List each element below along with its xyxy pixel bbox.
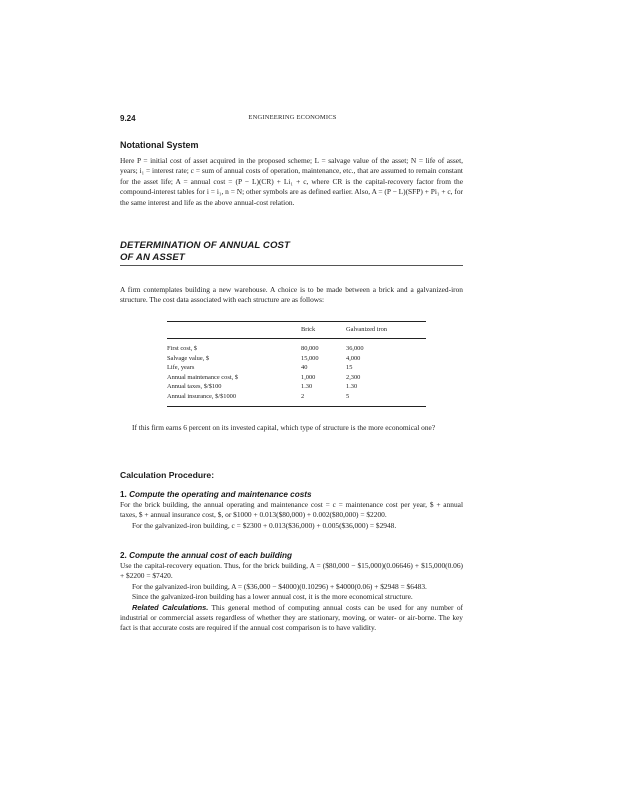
page-number: 9.24	[120, 114, 136, 123]
step2-paragraph: Use the capital-recovery equation. Thus, for the brick building, A = ($80,000 − $15,000)(0.06646) + $15,000(0.06) + $2200 = $7420.	[120, 561, 463, 581]
section-heading-line2: OF AN ASSET	[120, 252, 185, 263]
row-label: First cost, $	[167, 345, 198, 352]
step1-heading	[120, 490, 463, 499]
running-title: ENGINEERING ECONOMICS	[248, 114, 337, 121]
table-header-iron: Galvanized iron	[346, 322, 426, 339]
iron-value: 4,000	[346, 354, 361, 362]
table-row	[167, 354, 426, 364]
problem-question: If this firm earns 6 percent on its invested capital, which type of structure is the more economical one?	[132, 423, 436, 432]
brick-value: 2	[301, 392, 346, 406]
related-label: Related Calculations.	[132, 602, 209, 612]
row-label: Annual insurance, $/$1000	[167, 392, 301, 406]
step2-paragraph: Since the galvanized-iron building has a lower annual cost, it is the more economical structure.	[132, 592, 413, 602]
row-label: Salvage value, $	[167, 354, 210, 362]
section-heading-line1: DETERMINATION OF ANNUAL COST	[120, 240, 290, 251]
step1-body	[120, 500, 463, 531]
row-label: Annual maintenance cost, $	[167, 373, 238, 381]
step1-paragraph: For the brick building, the annual operating and maintenance cost = c = maintenance cost per year, $ + annual taxes, $ + annual insurance cost, $, or $1000 + 0.013($80,000) + 0.002($80,000) = $2200.	[120, 500, 463, 520]
notation-heading: Notational System	[120, 140, 199, 150]
row-label: Annual taxes, $/$100	[167, 383, 222, 391]
calculation-heading: Calculation Procedure:	[120, 470, 215, 480]
row-label: Life, years	[167, 364, 195, 372]
step2-number: 2.	[120, 551, 127, 560]
related-calculations	[120, 603, 463, 634]
brick-value: 1.30	[301, 383, 313, 391]
table-header-blank	[167, 322, 301, 339]
step1-title: Compute the operating and maintenance costs	[129, 490, 312, 499]
table-row	[167, 382, 426, 392]
iron-value: 36,000	[346, 345, 364, 352]
section-heading-annual-cost	[120, 240, 463, 264]
cost-table	[167, 321, 426, 407]
step1-paragraph: For the galvanized-iron building, c = $2300 + 0.013($36,000) + 0.005($36,000) = $2948.	[132, 520, 397, 530]
table-header-brick: Brick	[301, 322, 346, 339]
brick-value: 80,000	[301, 345, 319, 352]
brick-value: 15,000	[301, 354, 319, 362]
brick-value: 1,000	[301, 373, 316, 381]
table-row	[167, 363, 426, 373]
step1-number: 1.	[120, 490, 127, 499]
running-header	[120, 114, 465, 126]
step2-body	[120, 561, 463, 634]
step2-paragraph: For the galvanized-iron building, A = ($36,000 − $4000)(0.10296) + $4000(0.06) + $2948 = $6483.	[132, 581, 427, 591]
iron-value: 5	[346, 392, 426, 406]
table-row	[167, 392, 426, 406]
notation-paragraph: Here P = initial cost of asset acquired in the proposed scheme; L = salvage value of the asset; N = life of asset, years; i₁ = interest rate; c = sum of annual costs of operation, maintenance, etc., that are assumed to remain constant for the asset life; A = annual cost = (P − L)(CR) + Li₁ + c, where CR is the capital-recovery factor from the compound-interest tables for i = i₁, n = N; other symbols are as defined earlier. Also, A = (P − L)(SFP) + Pi₁ + c, for the same interest and life as the above annual-cost relation.	[120, 156, 463, 207]
problem-intro: A firm contemplates building a new warehouse. A choice is to be made between a brick and a galvanized-iron structure. The cost data associated with each structure are as follows:	[120, 285, 463, 305]
section-rule	[120, 265, 463, 266]
table-header-row	[167, 322, 426, 339]
iron-value: 15	[346, 364, 353, 372]
table-row	[167, 339, 426, 354]
table-row	[167, 373, 426, 383]
iron-value: 1.30	[346, 383, 358, 391]
step2-title: Compute the annual cost of each building	[129, 551, 292, 560]
related-text: This general method of computing annual costs can be used for any number of industrial or commercial assets regardless of whether they are stationary, moving, or water- or air-borne. The key fact is that accurate costs are required if the annual cost comparison is to have validity.	[120, 602, 464, 633]
brick-value: 40	[301, 364, 308, 372]
step2-heading	[120, 551, 463, 560]
iron-value: 2,300	[346, 373, 361, 381]
